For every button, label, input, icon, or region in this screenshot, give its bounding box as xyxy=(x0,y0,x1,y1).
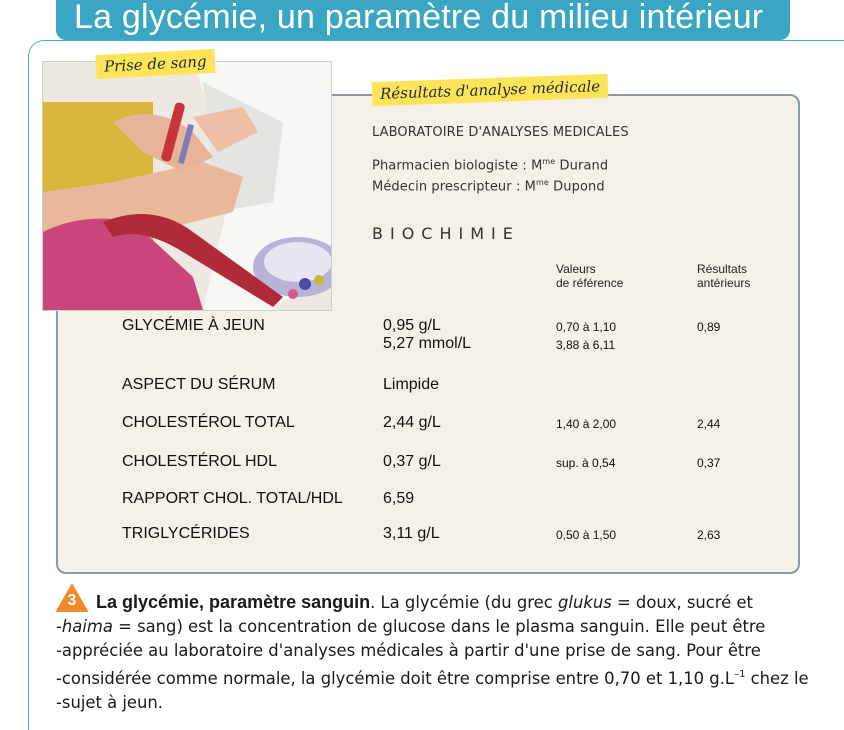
row-reference: sup. à 0,54 xyxy=(556,456,616,470)
row-result-alt: 5,27 mmol/L xyxy=(383,335,472,352)
row-result: 3,11 g/L xyxy=(383,525,440,542)
row-previous: 2,63 xyxy=(697,528,721,542)
pharmacist-line: Pharmacien biologiste : $M^{me}$ Durand xyxy=(372,157,609,174)
caption-line: 3 La glycémie, paramètre sanguin. La glycémie (du grec glukus = doux, sucré et xyxy=(56,586,816,615)
column-header-reference: Valeurs de référence xyxy=(556,262,624,290)
caption-line: -haima = sang) est la concentration de glucose dans le plasma sanguin. Elle peut être xyxy=(56,617,766,636)
blood-draw-photo xyxy=(42,61,332,311)
row-reference-alt: 3,88 à 6,11 xyxy=(556,338,616,352)
row-previous: 0,37 xyxy=(697,456,721,470)
figure-number-badge xyxy=(56,586,88,612)
row-previous: 0,89 xyxy=(697,320,721,334)
column-header-previous: Résultats antérieurs xyxy=(697,262,751,290)
row-previous: 2,44 xyxy=(697,417,721,431)
caption-line: -appréciée au laboratoire d'analyses médicales à partir d'une prise de sang. Pour être xyxy=(56,641,761,660)
row-name: RAPPORT CHOL. TOTAL/HDL xyxy=(122,490,343,507)
figure-caption xyxy=(56,586,816,715)
section-title: BIOCHIMIE xyxy=(372,224,520,243)
doctor-line: Médecin prescripteur : $M^{me}$ Dupond xyxy=(372,178,605,195)
row-result: Limpide xyxy=(383,376,440,393)
row-result: 6,59 xyxy=(383,490,415,507)
row-name: GLYCÉMIE À JEUN xyxy=(122,317,265,334)
caption-line: -sujet à jeun. xyxy=(56,693,163,712)
lab-name: LABORATOIRE D'ANALYSES MEDICALES xyxy=(372,125,629,140)
results-label: Résultats d'analyse médicale xyxy=(372,74,609,106)
row-reference: 0,70 à 1,10 xyxy=(556,320,617,334)
row-reference: 0,50 à 1,50 xyxy=(556,528,617,542)
blood-draw-illustration xyxy=(43,62,331,310)
caption-title: La glycémie, paramètre sanguin xyxy=(96,592,371,612)
row-name: CHOLESTÉROL HDL xyxy=(122,453,277,470)
photo-label: Prise de sang xyxy=(95,49,215,79)
row-result: 0,37 g/L xyxy=(383,453,441,470)
caption-line: -considérée comme normale, la glycémie doit être comprise entre 0,70 et 1,10 $g.L^{-1}$ chez le xyxy=(56,669,809,688)
row-name: TRIGLYCÉRIDES xyxy=(122,525,250,542)
row-result: 0,95 g/L xyxy=(383,317,441,334)
figure-number: 3 xyxy=(67,592,77,609)
row-result: 2,44 g/L xyxy=(383,414,441,431)
row-name: CHOLESTÉROL TOTAL xyxy=(122,414,295,431)
row-reference: 1,40 à 2,00 xyxy=(556,417,617,431)
page-title: La glycémie, un paramètre du milieu intérieur xyxy=(74,0,764,36)
row-name: ASPECT DU SÉRUM xyxy=(122,376,276,393)
